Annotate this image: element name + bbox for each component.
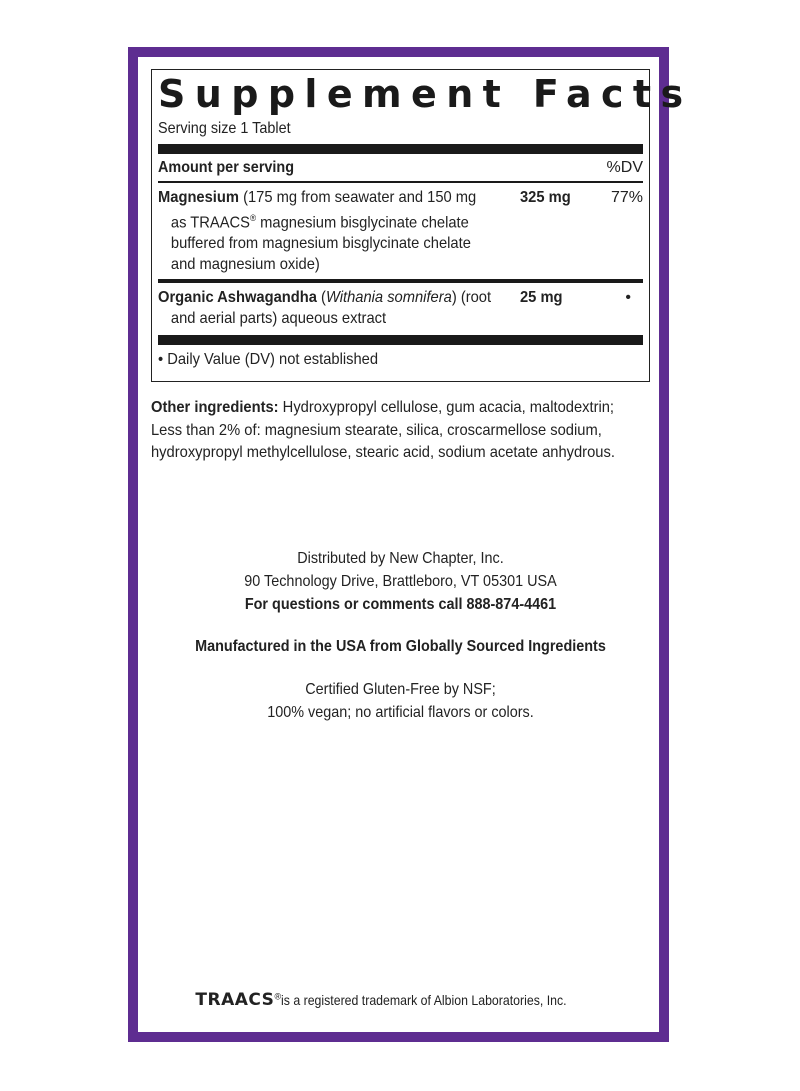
nutrient-row-magnesium bbox=[158, 183, 643, 279]
nutrient-dv: • bbox=[625, 289, 631, 307]
panel-title: Supplement Facts bbox=[158, 72, 693, 116]
other-ingredients-label: Other ingredients: bbox=[151, 399, 279, 416]
certifications bbox=[151, 678, 650, 724]
serving-size: Serving size 1 Tablet bbox=[158, 120, 291, 137]
paren-open: ( bbox=[316, 289, 326, 307]
dv-label: %DV bbox=[606, 159, 643, 176]
nutrient-description bbox=[158, 183, 493, 279]
other-ingredients bbox=[151, 397, 648, 465]
nutrient-name: Magnesium bbox=[158, 189, 239, 206]
nutrient-name: Organic Ashwagandha bbox=[158, 289, 317, 307]
trademark-notice bbox=[151, 990, 650, 1010]
nutrient-detail: (175 mg from seawater and 150 mg as TRAACS bbox=[170, 189, 477, 232]
manufactured-text: Manufactured in the USA from Globally Sourced Ingredients bbox=[195, 638, 606, 655]
nutrient-row-ashwagandha bbox=[158, 283, 643, 333]
manufactured-statement bbox=[151, 635, 650, 658]
divider-thick bbox=[158, 144, 643, 154]
nutrient-detail-cont: magnesium bisglycinate chelate buffered from magnesium bisglycinate chelate and magnesium oxide) bbox=[170, 214, 471, 274]
registered-mark: ® bbox=[249, 213, 257, 223]
distributor-info bbox=[151, 547, 650, 616]
certification-line-2: 100% vegan; no artificial flavors or colors. bbox=[267, 704, 534, 721]
traacs-logo: TRAACS bbox=[195, 990, 275, 1010]
amount-header-row bbox=[158, 154, 643, 181]
nutrient-dv: 77% bbox=[610, 189, 643, 206]
registered-mark: ® bbox=[274, 991, 282, 1002]
dv-footnote: • Daily Value (DV) not established bbox=[158, 351, 379, 369]
contact-phone: For questions or comments call 888-874-4461 bbox=[244, 596, 557, 613]
nutrient-detail: ) (root and aerial parts) aqueous extract bbox=[170, 289, 492, 328]
latin-name: Withania somnifera bbox=[325, 289, 452, 307]
amount-per-serving-label: Amount per serving bbox=[158, 159, 295, 176]
distributor-address: 90 Technology Drive, Brattleboro, VT 05301 USA bbox=[244, 573, 557, 590]
trademark-text: is a registered trademark of Albion Laboratories, Inc. bbox=[281, 992, 567, 1008]
nutrient-amount: 25 mg bbox=[520, 289, 563, 307]
supplement-facts-panel bbox=[151, 69, 693, 382]
divider-thick bbox=[158, 335, 643, 345]
certification-line-1: Certified Gluten-Free by NSF; bbox=[305, 681, 496, 698]
nutrient-description bbox=[158, 283, 493, 333]
distributor-name: Distributed by New Chapter, Inc. bbox=[297, 550, 504, 567]
nutrient-amount: 325 mg bbox=[520, 189, 571, 206]
other-ingredients-text: Hydroxypropyl cellulose, gum acacia, maltodextrin; Less than 2% of: magnesium stearate, silica, croscarmellose sodium, hydroxypropyl methylcellulose, stearic acid, sodium acetate anhydrous. bbox=[151, 399, 615, 461]
